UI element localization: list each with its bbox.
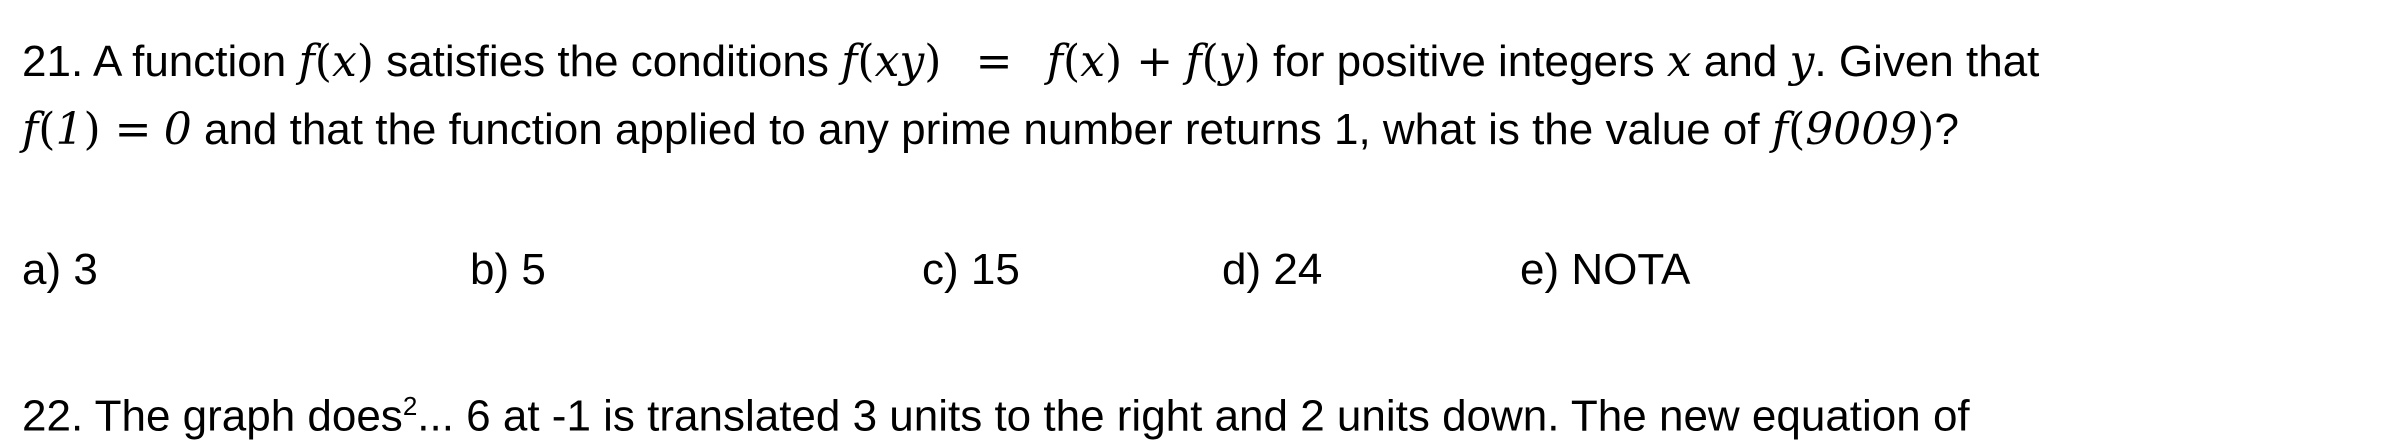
math-paren: ( — [314, 36, 332, 87]
math-f: f — [1771, 104, 1789, 155]
question-text: . Given that — [1814, 37, 2040, 86]
math-equals: = — [975, 36, 1013, 87]
question-number: 21. — [22, 37, 84, 86]
question-text: ? — [1934, 105, 1959, 154]
math-paren: ( — [38, 104, 56, 155]
cutoff-superscript: 2 — [402, 391, 418, 421]
question-text: and — [1703, 37, 1778, 86]
math-f: f — [1046, 36, 1064, 87]
math-paren: ( — [1201, 36, 1219, 87]
math-var: y — [1789, 36, 1815, 87]
math-var: x — [1666, 36, 1692, 87]
choice-c[interactable]: c) 15 — [922, 245, 1020, 294]
cutoff-text-rest: ... 6 at -1 is translated 3 units to the right and 2 units down. The new equation of — [417, 391, 1970, 441]
question-text: for positive integers — [1273, 37, 1655, 86]
math-var: y — [1218, 36, 1244, 87]
question-21-line-2 — [22, 102, 1959, 158]
math-paren: ) — [1243, 36, 1261, 87]
math-f: f — [298, 36, 315, 87]
math-number: 9009 — [1805, 104, 1918, 155]
math-var: x — [331, 36, 357, 87]
math-number: 1 — [55, 104, 84, 155]
math-number: 0 — [163, 104, 192, 155]
math-var: x — [1080, 36, 1106, 87]
question-text: satisfies the conditions — [386, 37, 829, 86]
math-paren: ) — [1917, 104, 1935, 155]
next-question-fragment — [22, 378, 1970, 445]
math-paren: ) — [356, 36, 374, 87]
cutoff-text: 22. The graph does — [22, 391, 403, 441]
math-equals: ) = — [83, 104, 152, 155]
choice-a[interactable]: a) 3 — [22, 245, 98, 294]
math-paren: ( — [1063, 36, 1081, 87]
math-paren: ( — [1788, 104, 1806, 155]
choice-b[interactable]: b) 5 — [470, 245, 546, 294]
math-f: f — [22, 104, 39, 155]
question-text: and that the function applied to any prime number returns 1, what is the value of — [203, 105, 1760, 154]
question-21-line-1 — [22, 34, 2039, 90]
math-paren: ) — [924, 36, 942, 87]
math-var: xy — [874, 36, 925, 87]
math-f: f — [841, 36, 858, 87]
math-plus: ) + — [1105, 36, 1174, 87]
choice-d[interactable]: d) 24 — [1222, 245, 1323, 294]
math-paren: ( — [857, 36, 875, 87]
question-text: A function — [92, 37, 287, 86]
choice-e[interactable]: e) NOTA — [1520, 245, 1691, 294]
math-f: f — [1185, 36, 1202, 87]
